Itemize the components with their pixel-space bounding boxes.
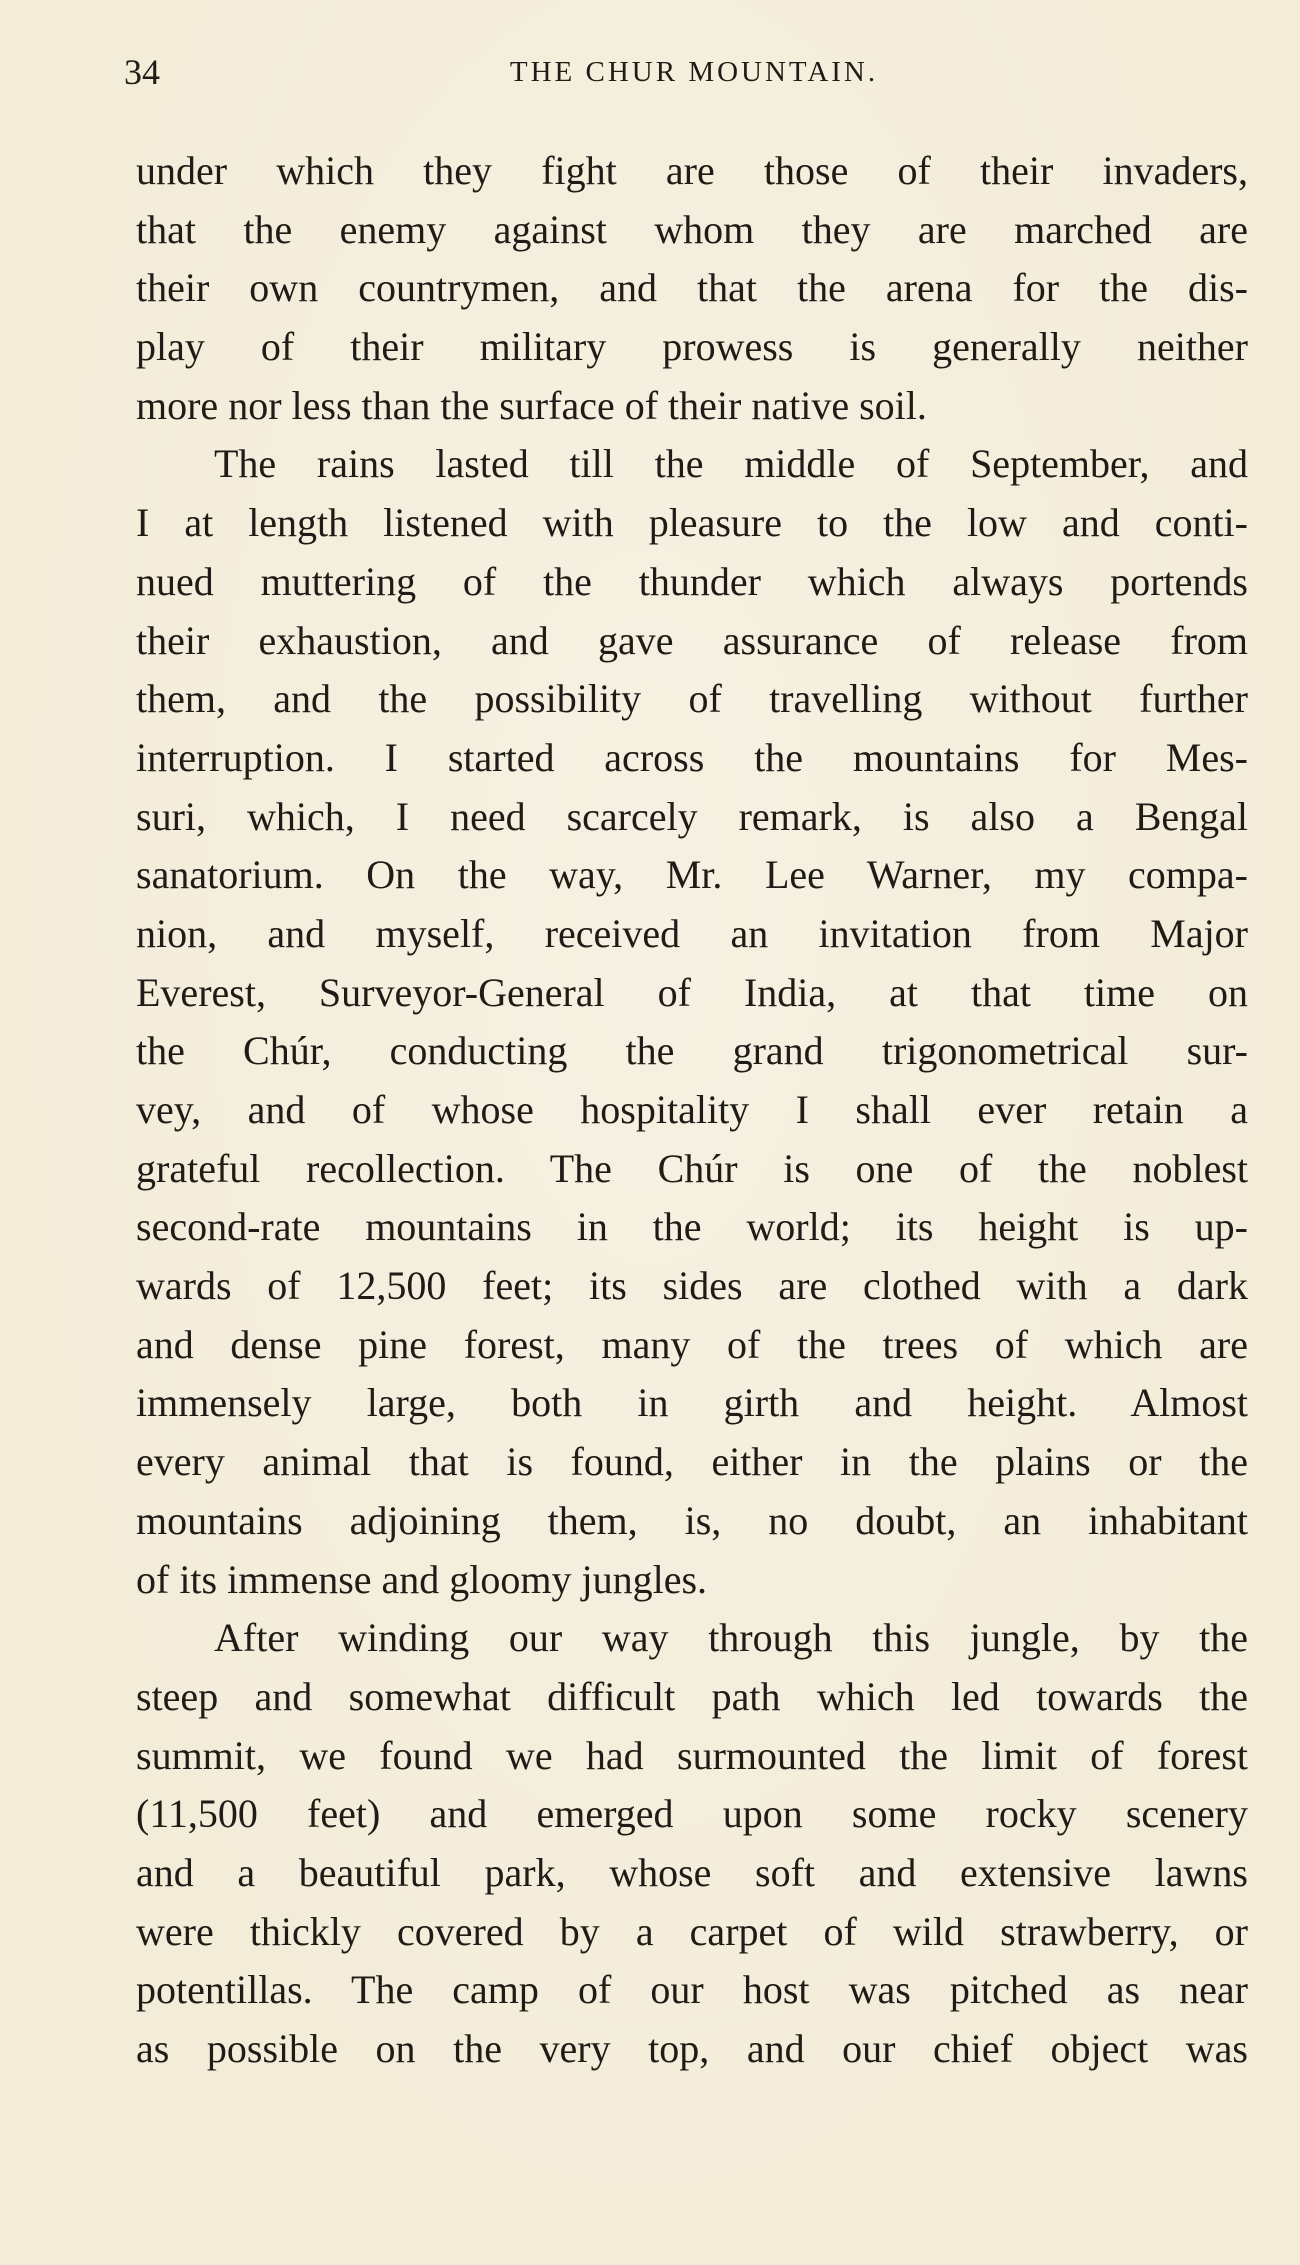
text-line: I at length listened with pleasure to the low and conti-: [136, 500, 1248, 546]
text-line: After winding our way through this jungle, by the: [214, 1615, 1248, 1661]
running-title: THE CHUR MOUNTAIN.: [509, 56, 879, 88]
text-line: nued muttering of the thunder which always portends: [136, 558, 1248, 604]
text-line: play of their military prowess is generally neither: [136, 324, 1248, 370]
text-line: (11,500 feet) and emerged upon some rocky scenery: [136, 1791, 1248, 1837]
text-line: under which they fight are those of their invaders,: [136, 148, 1248, 193]
text-line: and dense pine forest, many of the trees of which are: [136, 1321, 1248, 1367]
page-number: 34: [124, 52, 160, 92]
text-line: them, and the possibility of travelling without further: [136, 676, 1248, 722]
text-line: suri, which, I need scarcely remark, is also a Bengal: [136, 793, 1248, 839]
text-line: vey, and of whose hospitality I shall ever retain a: [136, 1087, 1248, 1132]
text-line: were thickly covered by a carpet of wild strawberry, or: [136, 1908, 1248, 1954]
text-line: sanatorium. On the way, Mr. Lee Warner, my compa-: [136, 852, 1248, 898]
text-line: second-rate mountains in the world; its height is up-: [136, 1204, 1248, 1250]
text-line: steep and somewhat difficult path which led towards the: [136, 1673, 1248, 1719]
text-line: more nor less than the surface of their native soil.: [136, 382, 927, 428]
text-line: of its immense and gloomy jungles.: [136, 1556, 708, 1602]
text-line: summit, we found we had surmounted the limit of forest: [136, 1732, 1248, 1778]
text-line: their own countrymen, and that the arena for the dis-: [136, 265, 1248, 311]
text-line: potentillas. The camp of our host was pitched as near: [136, 1967, 1248, 2013]
text-line: mountains adjoining them, is, no doubt, an inhabitant: [136, 1497, 1248, 1543]
text-line: Everest, Surveyor-General of India, at that time on: [136, 969, 1248, 1015]
text-line: nion, and myself, received an invitation from Major: [136, 910, 1248, 956]
text-line: wards of 12,500 feet; its sides are clothed with a dark: [136, 1263, 1248, 1309]
text-line: and a beautiful park, whose soft and extensive lawns: [136, 1849, 1248, 1895]
text-line: their exhaustion, and gave assurance of release from: [136, 617, 1248, 663]
text-line: that the enemy against whom they are marched are: [136, 206, 1248, 252]
text-line: immensely large, both in girth and height. Almost: [136, 1380, 1248, 1426]
running-head: [124, 52, 1224, 92]
text-line: every animal that is found, either in the plains or the: [136, 1439, 1248, 1485]
text-line: the Chúr, conducting the grand trigonometrical sur-: [136, 1028, 1248, 1074]
text-line: grateful recollection. The Chúr is one of the noblest: [136, 1145, 1248, 1191]
text-line: interruption. I started across the mountains for Mes-: [136, 734, 1248, 780]
body-text: [136, 142, 1248, 2079]
text-line: as possible on the very top, and our chief object was: [136, 2026, 1248, 2071]
text-line: The rains lasted till the middle of September, and: [214, 441, 1248, 487]
